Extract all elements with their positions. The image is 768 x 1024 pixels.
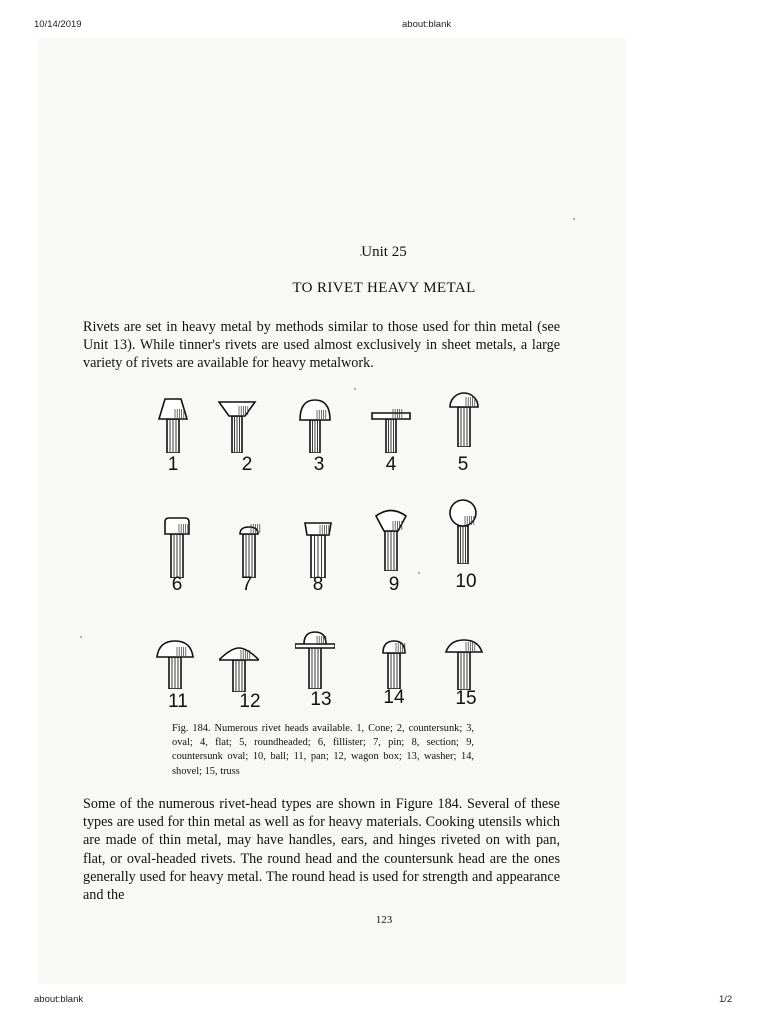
- rivet-label-8: 8: [312, 574, 324, 595]
- rivet-label-13: 13: [310, 689, 332, 710]
- rivet-fillister-icon: [157, 514, 197, 578]
- rivet-pin-icon: [229, 522, 269, 578]
- rivet-section-icon: [298, 519, 338, 578]
- rivet-label-5: 5: [457, 454, 469, 475]
- rivet-label-9: 9: [388, 574, 400, 595]
- print-title: about:blank: [402, 19, 452, 30]
- rivet-label-3: 3: [313, 454, 325, 475]
- print-date: 10/14/2019: [34, 19, 82, 30]
- body-paragraph: Some of the numerous rivet-head types are shown in Figure 184. Several of these types are used for thin metal as well as for heavy materials. Cooking utensils which are made of thin metal, may have handles, ears, and hinges riveted on with pan, flat, or oval-headed rivets. The round head and the countersunk head are the ones generally used for heavy metal. The round head is used for strength and appearance and the: [83, 796, 560, 904]
- rivet-label-6: 6: [171, 574, 183, 595]
- rivet-roundhead-icon: [444, 389, 484, 447]
- print-footer-page: 1/2: [719, 994, 733, 1005]
- rivet-pan-icon: [155, 637, 195, 689]
- rivet-flat-icon: [371, 404, 411, 453]
- rivet-label-7: 7: [241, 574, 253, 595]
- rivet-truss-icon: [444, 636, 484, 690]
- rivet-label-15: 15: [455, 688, 477, 709]
- print-footer-url: about:blank: [34, 994, 84, 1005]
- rivet-label-10: 10: [455, 571, 477, 592]
- rivet-cone-icon: [153, 395, 193, 453]
- unit-title: TO RIVET HEAVY METAL: [292, 280, 476, 296]
- rivet-label-2: 2: [241, 454, 253, 475]
- rivet-oval-icon: [295, 398, 335, 453]
- unit-label: Unit 25: [361, 244, 407, 260]
- rivet-wagon-box-icon: [219, 642, 259, 692]
- rivet-washer-icon: [295, 630, 335, 689]
- rivet-label-1: 1: [167, 454, 179, 475]
- page-number: 123: [375, 914, 393, 926]
- rivet-label-14: 14: [383, 687, 405, 708]
- rivet-ball-icon: [443, 496, 483, 564]
- rivet-shovel-icon: [374, 637, 414, 689]
- figure-caption: Fig. 184. Numerous rivet heads available. 1, Cone; 2, countersunk; 3, oval; 4, flat; 5, roundheaded; 6, fillister; 7, pin; 8, section; 9, countersunk oval; 10, ball; 11, pan; 12, wagon box; 13, washer; 14, shovel; 15, truss: [172, 723, 474, 777]
- rivet-countersunk-icon: [217, 398, 257, 453]
- rivet-label-11: 11: [168, 691, 188, 712]
- rivet-countersunk-oval-icon: [371, 507, 411, 571]
- rivet-label-4: 4: [385, 454, 397, 475]
- rivet-label-12: 12: [239, 691, 261, 712]
- intro-paragraph: Rivets are set in heavy metal by methods similar to those used for thin metal (see Unit 13). While tinner's rivets are used almost exclusively in sheet metals, a large variety of rivets are available for heavy metalwork.: [83, 319, 560, 372]
